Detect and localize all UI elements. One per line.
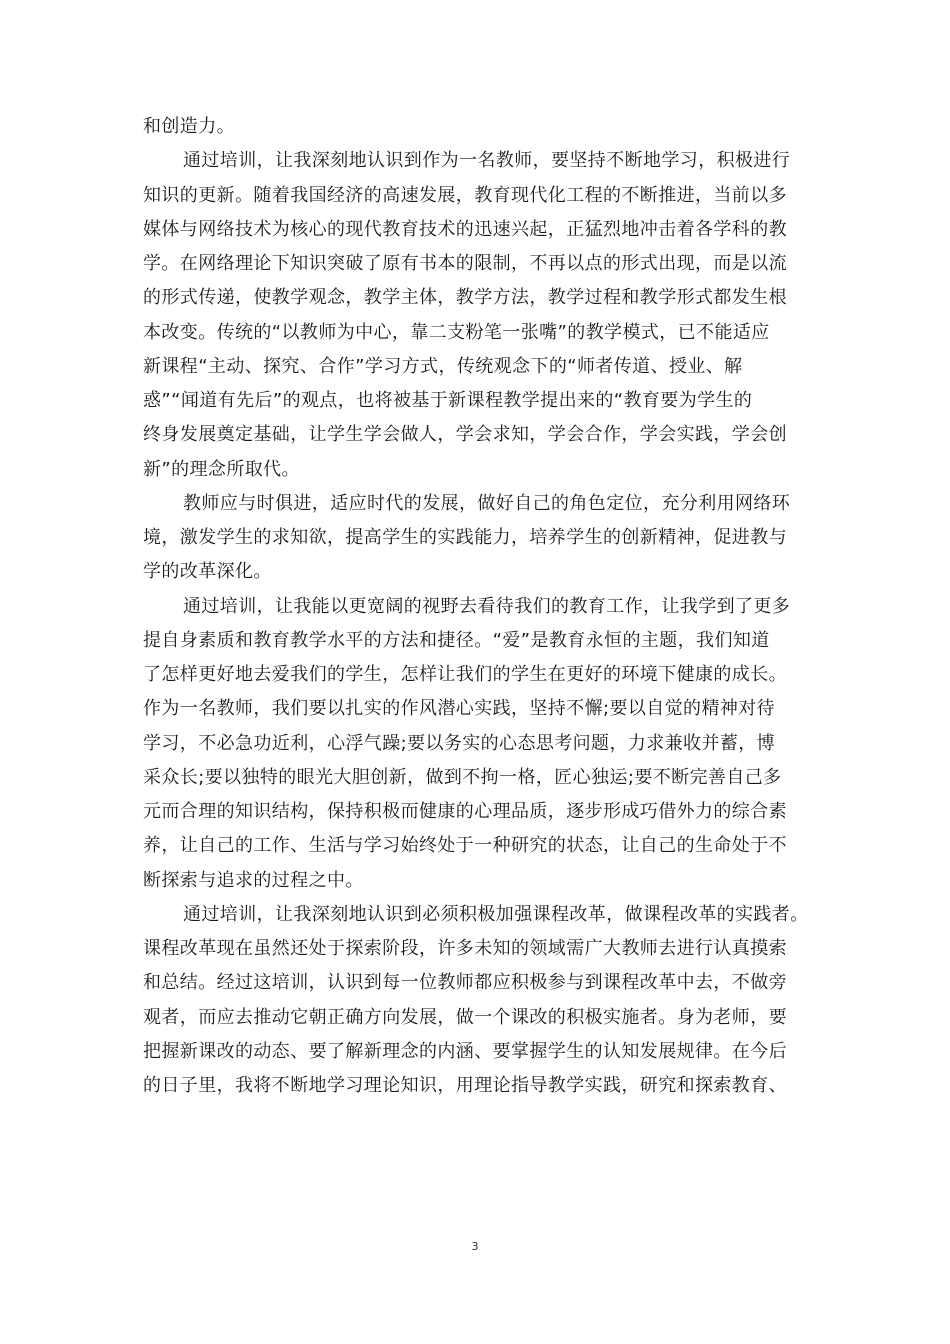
text-line: 把握新课改的动态、要了解新理念的内涵、要掌握学生的认知发展规律。在今后 xyxy=(143,1040,787,1062)
text-line: 通过培训，让我深刻地认识到必须积极加强课程改革，做课程改革的实践者。 xyxy=(183,903,809,925)
text-line: 通过培训，让我深刻地认识到作为一名教师，要坚持不断地学习，积极进行 xyxy=(183,150,791,172)
document-body xyxy=(143,110,815,1103)
text-line: 终身发展奠定基础，让学生学会做人，学会求知，学会合作，学会实践，学会创 xyxy=(143,424,787,446)
text-line: 课程改革现在虽然还处于探索阶段，许多未知的领域需广大教师去进行认真摸索 xyxy=(143,938,787,959)
text-line: 惑”“闻道有先后”的观点，也将被基于新课程教学提出来的“教育要为学生的 xyxy=(143,390,753,411)
text-line: 新课程“主动、探究、合作”学习方式，传统观念下的“师者传道、授业、解 xyxy=(143,355,743,377)
text-line: 元而合理的知识结构，保持积极而健康的心理品质，逐步形成巧借外力的综合素 xyxy=(143,801,787,822)
text-line: 新”的理念所取代。 xyxy=(143,458,300,480)
text-line: 采众长;要以独特的眼光大胆创新，做到不拘一格，匠心独运;要不断完善自己多 xyxy=(143,766,782,788)
text-line: 观者，而应去推动它朝正确方向发展，做一个课改的积极实施者。身为老师，要 xyxy=(143,1006,787,1028)
text-line: 媒体与网络技术为核心的现代教育技术的迅速兴起，正猛烈地冲击着各学科的教 xyxy=(143,218,787,240)
text-line: 学。在网络理论下知识突破了原有书本的限制，不再以点的形式出现，而是以流 xyxy=(143,253,787,274)
text-line: 作为一名教师，我们要以扎实的作风潜心实践，坚持不懈;要以自觉的精神对待 xyxy=(143,698,776,720)
text-line: 和总结。经过这培训，认识到每一位教师都应积极参与到课程改革中去，不做旁 xyxy=(143,972,787,994)
text-line: 了怎样更好地去爱我们的学生，怎样让我们的学生在更好的环境下健康的成长。 xyxy=(143,664,787,685)
text-line: 断探索与追求的过程之中。 xyxy=(143,869,364,891)
text-line: 教师应与时俱进，适应时代的发展，做好自己的角色定位，充分利用网络环 xyxy=(183,492,791,514)
text-line: 本改变。传统的“以教师为中心，靠二支粉笔一张嘴”的教学模式，已不能适应 xyxy=(143,321,770,343)
text-line: 学的改革深化。 xyxy=(143,561,272,583)
text-line: 的日子里，我将不断地学习理论知识，用理论指导教学实践，研究和探索教育、 xyxy=(143,1075,787,1096)
text-line: 养，让自己的工作、生活与学习始终处于一种研究的状态，让自己的生命处于不 xyxy=(143,835,787,857)
text-line: 学习，不必急功近利，心浮气躁;要以务实的心态思考问题，力求兼收并蓄，博 xyxy=(143,732,776,754)
text-line: 境，激发学生的求知欲，提高学生的实践能力，培养学生的创新精神，促进教与 xyxy=(143,527,787,548)
text-line: 通过培训，让我能以更宽阔的视野去看待我们的教育工作，让我学到了更多 xyxy=(183,595,791,617)
text-line: 的形式传递，使教学观念，教学主体，教学方法，教学过程和教学形式都发生根 xyxy=(143,287,787,309)
text-line: 和创造力。 xyxy=(143,116,235,137)
page-number: 3 xyxy=(471,1240,479,1253)
text-line: 提自身素质和教育教学水平的方法和捷径。“爱”是教育永恒的主题，我们知道 xyxy=(143,629,770,651)
text-line: 知识的更新。随着我国经济的高速发展，教育现代化工程的不断推进，当前以多 xyxy=(143,184,787,206)
